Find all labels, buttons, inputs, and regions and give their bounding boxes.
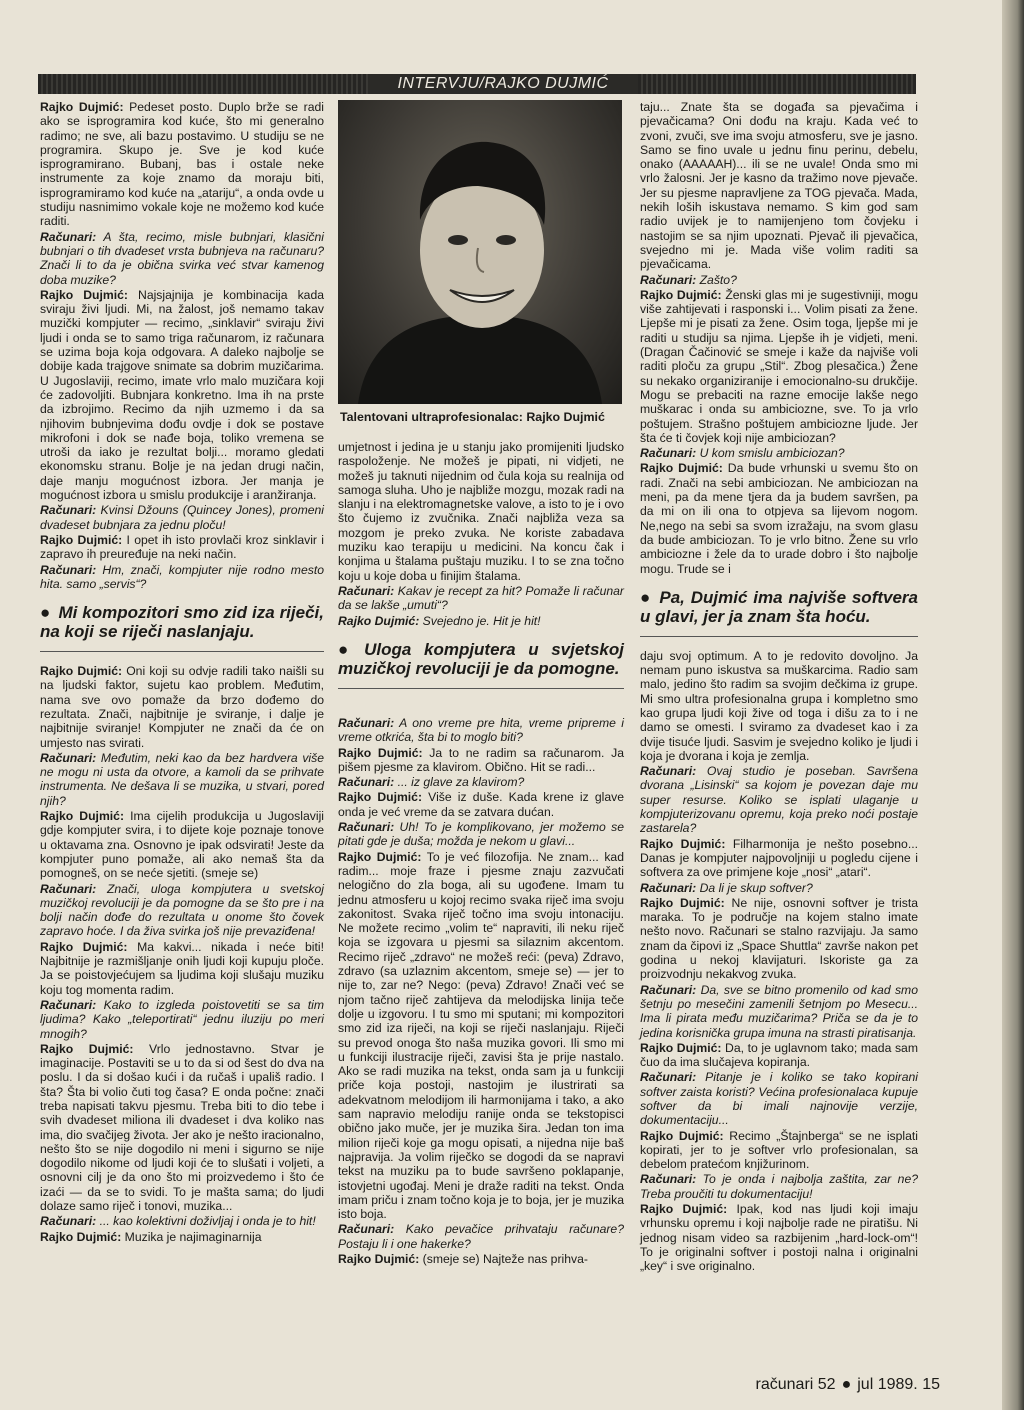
speaker-label: Rajko Dujmić:: [640, 1202, 728, 1217]
paragraph-text: Filharmonija je nešto posebno... Danas je kompjuter najpovoljniji u pogledu cijene i softvera za ove primjene koje „nosi“ „atari“.: [640, 836, 918, 880]
paragraph-text: daju svoj optimum. A to je redovito dovoljno. Ja nemam puno iskustva sa muškarcima. Radio sam malo, jedino što radim sa svojim dečkima iz grupe. Mi smo ultra profesionalna grupa i kompletno smo kao grupa ljudi koji žive od toga i dišu za to i ne damo se omesti. I sviramo za dvadeset kao i za dvije tisuće ljudi. Sasvim je svejedno koliko je ljudi i koja je dvorana i koja je zemlja.: [640, 648, 918, 763]
speaker-label: Računari:: [338, 820, 395, 835]
speaker-label: Rajko Dujmić:: [640, 1040, 722, 1055]
paragraph-text: umjetnost i jedina je u stanju jako promijeniti ljudsko raspoloženje. Ne možeš je pipati, ni vidjeti, ne možeš ju taknuti nijednim od čula koja su realnija od samoga sluha. Uho je najbliže mozgu, mozak radi na slanju i na elektromagnetske valove, a isto to je i ovo što čujemo iz zvučnika. Znači najbliža veza sa mozgom je preko zvuka. Ne koriste zabadava muziku kao terapiju u medicini. Na koncu čak i konjima u štalama puštaju muziku. I to se zna točno koju u koje doba u finijim štalama.: [338, 440, 624, 583]
paragraph-text: ... kao kolektivni doživljaj i onda je to hit!: [96, 1214, 316, 1229]
paragraph-text: Ma kakvi... nikada i neće biti! Najbitnije je razmišljanje onih ljudi koji kupuju ploče. Ja se poistovjećujem sa ljudima koji slušaju muziku koju tog momenta radim.: [40, 939, 324, 997]
answer-paragraph: [338, 746, 624, 775]
column-left: [40, 100, 324, 1320]
paragraph-text: Više iz duše. Kada krene iz glave onda je već vreme da se zatvara dućan.: [338, 790, 624, 819]
paragraph-text: Ženski glas mi je sugestivniji, mogu više zahtijevati i rasponski i... Volim pisati za žene. Ljepše mi je pisati za žene. Osim toga, ljepše mi je raditi u studiju sa njima. Ljepše ih je vidjeti, meni. (Dragan Čačinović se smeje i kaže da najviše voli raditi ploču za grupu „Stil“. Zbog plesačica.) Žene su nekako organiziranije i emocionalno-su drukčije. Mogu se prebaciti na razne emocije lakše nego muškarac i onda su ambiciozne, sve. To ja vrlo poštujem. Strašno poštujem ambiciozne ljude. Jer šta će ti čovjek koji nije ambiciozan?: [640, 287, 918, 445]
question-paragraph: [640, 273, 918, 287]
speaker-label: Računari:: [40, 503, 97, 518]
photo-caption: Talentovani ultraprofesionalac: Rajko Dujmić: [340, 410, 605, 424]
speaker-label: Rajko Dujmić:: [640, 836, 726, 851]
pull-quote: [338, 640, 624, 689]
issue-date: jul 1989.: [857, 1376, 918, 1393]
speaker-label: Računari:: [640, 1070, 697, 1085]
question-paragraph: [338, 820, 624, 849]
speaker-label: Računari:: [40, 881, 97, 896]
answer-paragraph: [338, 850, 624, 1222]
speaker-label: Računari:: [338, 583, 395, 598]
paragraph-text: A ono vreme pre hita, vreme pripreme i vreme otkrića, šta bi to moglo biti?: [338, 716, 624, 745]
speaker-label: Računari:: [40, 1214, 97, 1229]
page-number: 15: [922, 1376, 940, 1393]
speaker-label: Rajko Dujmić:: [40, 1041, 134, 1056]
pull-quote: [40, 603, 324, 652]
answer-paragraph: [40, 1042, 324, 1214]
answer-paragraph: [640, 100, 918, 272]
paragraph-text: Da, sve se bitno promenilo od kad smo šetnju po mesečini zamenili šetnjom po Mesecu... Ima li pirata među muzičarima? Priča se da je to jedina korisnička grupa imuna na strasti piratisanja.: [640, 982, 918, 1040]
answer-paragraph: [640, 461, 918, 575]
paragraph-text: A šta, recimo, misle bubnjari, klasični bubnjari o tih dvadeset vrsta bubnjeva na računaru? Znači li to da je obična svirka već stvar kamenog doba muzike?: [40, 229, 324, 287]
answer-paragraph: [338, 440, 624, 583]
portrait-figure: [338, 100, 622, 404]
answer-paragraph: [640, 1129, 918, 1172]
column-middle: [338, 716, 624, 1316]
question-paragraph: [640, 1172, 918, 1201]
question-paragraph: [40, 882, 324, 939]
answer-paragraph: [40, 1230, 324, 1244]
pull-quote: [640, 588, 918, 637]
paragraph-text: Uh! To je komplikovano, jer možemo se pitati gde je duša; možda je nekom u glavi...: [338, 820, 624, 849]
speaker-label: Rajko Dujmić:: [40, 532, 123, 547]
speaker-label: Rajko Dujmić:: [640, 287, 722, 302]
question-paragraph: [640, 1070, 918, 1127]
answer-paragraph: [40, 940, 324, 997]
answer-paragraph: [640, 1041, 918, 1070]
speaker-label: Rajko Dujmić:: [640, 1128, 724, 1143]
question-paragraph: [338, 1222, 624, 1251]
answer-paragraph: [40, 664, 324, 750]
paragraph-text: Hm, znači, kompjuter nije rodno mesto hita. samo „servis“?: [40, 562, 324, 591]
speaker-label: Računari:: [40, 750, 97, 765]
speaker-label: Računari:: [338, 716, 395, 730]
paragraph-text: Pitanje je i koliko se tako kopirani softver zaista koristi? Većina profesionalaca kupuje softver da bi imali najnovije verzije, dokumentaciju...: [640, 1070, 918, 1128]
bullet-icon: ●: [40, 603, 51, 623]
paragraph-text: Kako to izgleda poistovetiti se sa tim ljudima? Kako „teleportirati“ jednu iluziju po meri mnogih?: [40, 997, 324, 1041]
speaker-label: Rajko Dujmić:: [40, 939, 128, 954]
answer-paragraph: [640, 1202, 918, 1273]
question-paragraph: [40, 230, 324, 287]
paragraph-text: Oni koji su odvje radili tako naišli su na ljudski faktor, sujetu kao problem. Međutim, nama sve ovo pomaže da brzo dođemo do rezultata. Znači, najbitnije je sviranje, i dalje je najbitnije sviranje! Kompjuter ne znači da će on umjesto nas svirati.: [40, 664, 324, 750]
question-paragraph: [40, 503, 324, 532]
paragraph-text: Ipak, kod nas ljudi koji imaju vrhunsku opremu i koji najbolje rade ne piratišu. Ni jednog nisam video sa razbijenim „hard-lock-om“! To je originalni softver i postoji nalna i originalni „key“ i sve originalno.: [640, 1202, 918, 1274]
speaker-label: Rajko Dujmić:: [338, 1251, 420, 1266]
speaker-label: Rajko Dujmić:: [338, 849, 422, 864]
answer-paragraph: [40, 288, 324, 502]
paragraph-text: Zašto?: [696, 272, 737, 287]
bullet-icon: ●: [841, 1376, 852, 1393]
answer-paragraph: [640, 896, 918, 982]
speaker-label: Rajko Dujmić:: [40, 664, 123, 679]
bullet-icon: ●: [640, 587, 652, 607]
speaker-label: Računari:: [40, 229, 97, 244]
pull-quote-text: Mi kompozitori smo zid iza riječi, na koji se riječi naslanjaju.: [40, 603, 324, 642]
paragraph-text: Ovaj studio je poseban. Savršena dvorana „Lisinski“ sa kojom je povezan daje mu super resurse. Koliko se isplati ulaganje u kompjuterizovanu opremu, koja preko noći postaje zastarela?: [640, 764, 918, 836]
paragraph-text: Najsjajnija je kombinacija kada sviraju živi ljudi. Mi, na žalost, još nemamo takav muzički kompjuter — recimo, „sinklavir“ sviraju živi ljudi i onda se to samo triga računarom, iz računara se uzima boja koja odgovara. A daleko najbolje se dobije kada trajgove snimate sa dobrim muzičarima. U Jugoslaviji, recimo, imate vrlo malo muzičara koji će zadovoljiti. Bubnjara konkretno. Ima ih na prste da izbrojimo. Recimo da njih uzmemo i da sa njihovim bubnjevima dođu ovdje i dok se postave mikrofoni i dok se nađe boja, toliko vremena se utroši da iako je rezultat bolji... moramo gledati ekonomsku stranu. Bolje je na jedan drugi način, daje manju mogućnost izbora. Jer manja je mogućnost izbora u smislu produkcije i aranžiranja.: [40, 287, 324, 503]
question-paragraph: [40, 751, 324, 808]
paragraph-text: Svejedno je. Hit je hit!: [419, 613, 541, 628]
paragraph-text: Pedeset posto. Duplo brže se radi ako se isprogramira kod kuće, što mi generalno radimo; ne sve, ali bazu postavimo. U studiju se ne programira. Skupo je. Sve je kod kuće isprogramirano. Bubanj, bas i ostale neke instrumente za koje znamo da moraju biti, isprogramiramo kod kuće na „atariju“, a onda ovde u studiju nasnimimo vokale koje ne možemo kod kuće raditi.: [40, 100, 324, 229]
paragraph-text: Kako pevačice prihvataju računare? Postaju li i one hakerke?: [338, 1222, 624, 1251]
pull-quote-text: Uloga kompjutera u svjetskoj muzičkoj revoluciji je da pomogne.: [338, 639, 624, 678]
paragraph-text: To je već filozofija. Ne znam... kad radim... moje fraze i pjesme znaju zazvučati nelogično do zla boga, ali su ugođene. Imam tu jednu atmosferu u kojoj recimo svaka riječ ima svoju zakonitost. Svaka riječ točno ima svoju intonaciju. Ne možete recimo „volim te“ napraviti, ili neku riječ koja se izgovara u pjesmi sa silaznim akcentom. Recimo riječ „zdravo“ ne možeš reći: (peva) Zdravo, zdravo (sa uzlaznim akcentom, smeje se) — jer to nije to, zar ne? Nego: (peva) Zdravo! Znači već se njom tačno riječ zahtijeva da melodijska linija teče dolje u izgovoru. I tu smo mi sputani; mi kompozitori smo zid iza riječi, na koji se riječi naslanjaju. Riječi su prevod onoga što naša muzika govori. Ili smo mi u funkciji ilustracije riječi, zavisi šta je prije nastalo. Ako se radi muzika na tekst, onda sam ja u funkciji priče koja postoji, nastojim je ilustrirati sa adekvatnom melodijom ili harmonijama i tako, a ako sam napravio melodiju ranije onda se tekstopisci obično jako muče, jer je muzika šira. Jedan ton ima milion riječi koje ga mogu opisati, a nijedna nije baš najpravija. Ja volim riječko se dogodi da se napravi tekst na muziku pa to bude savršeno poklapanje, istovjetni ugođaj. Meni je draže raditi na tekst. Onda imam priču i znam točno koja je to boja, jer je muzika isto boja.: [338, 849, 624, 1222]
speaker-label: Računari:: [640, 272, 697, 287]
paragraph-text: (smeje se) Najteže nas prihva-: [419, 1251, 588, 1266]
answer-paragraph: [640, 649, 918, 763]
answer-paragraph: [40, 533, 324, 562]
section-title: INTERVJU/RAJKO DUJMIĆ: [368, 74, 638, 94]
speaker-label: Računari:: [640, 446, 697, 461]
paragraph-text: U kom smislu ambiciozan?: [696, 446, 845, 461]
paragraph-text: Ja to ne radim sa računarom. Ja pišem pjesme za klavirom. Obično. Hit se radi...: [338, 745, 624, 774]
column-middle-top: [338, 440, 624, 678]
question-paragraph: [40, 1214, 324, 1228]
speaker-label: Računari:: [640, 764, 697, 779]
speaker-label: Rajko Dujmić:: [40, 287, 128, 302]
speaker-label: Rajko Dujmić:: [338, 745, 423, 760]
bullet-icon: ●: [338, 639, 357, 659]
speaker-label: Računari:: [40, 997, 97, 1012]
speaker-label: Rajko Dujmić:: [640, 895, 725, 910]
speaker-label: Računari:: [338, 1222, 395, 1237]
paragraph-text: taju... Znate šta se događa sa pjevačima i pjevačicama? Oni dođu na kraju. Kada već to zvoni, zvuči, sve ima svoju atmosferu, sve je jasno. Samo se fino uvale u jednu finu perinu, debelu, onako (AAAAAH)... ili se ne uvale! Onda smo mi vrlo žalosni. Jer je kasno da tražimo nove pjevače. Jer su pjesme napravljene za TOG pjevača. Mada, nekih loših iskustava nemamo. S kim god sam radio uvijek je to namijenjeno tom čovjeku i nastojim se sa njim upoznati. Pjevač ili pjevačica, svejedno mi je. Mada više volim raditi sa pjevačicama.: [640, 100, 918, 272]
page-footer: [700, 1376, 940, 1394]
speaker-label: Rajko Dujmić:: [338, 613, 420, 628]
question-paragraph: [338, 775, 624, 789]
question-paragraph: [338, 614, 624, 628]
paragraph-text: Znači, uloga kompjutera u svetskoj muzičkoj revoluciji je da pomogne da se što pre i na bolji način dođe do rezultata u onome što čovek zapravo hoće. I da živa svirka još nije prevaziđena!: [40, 881, 324, 939]
question-paragraph: [338, 716, 624, 745]
answer-paragraph: [640, 837, 918, 880]
answer-paragraph: [640, 288, 918, 445]
pull-quote-text: Pa, Dujmić ima najviše softvera u glavi, jer ja znam šta hoću.: [640, 587, 918, 626]
speaker-label: Rajko Dujmić:: [40, 1229, 122, 1244]
speaker-label: Računari:: [40, 562, 97, 577]
paragraph-text: Kvinsi Džouns (Quincey Jones), promeni dvadeset bubnjara za jednu ploču!: [40, 503, 324, 532]
paragraph-text: Ima cijelih produkcija u Jugoslaviji gdje kompjuter svira, i to dijete koje poznaje tonove u oktavama zna. Osnovno je ipak odsvirati! Jeste da kompjuter puno pomaže, ali ako nemaš šta da pomogneš, on se neće sjetiti. (smeje se): [40, 809, 324, 881]
question-paragraph: [640, 983, 918, 1040]
column-right: [640, 100, 918, 1318]
question-paragraph: [640, 446, 918, 460]
speaker-label: Rajko Dujmić:: [40, 100, 124, 114]
speaker-label: Računari:: [640, 1172, 697, 1187]
paragraph-text: Međutim, neki kao da bez hardvera više ne mogu ni usta da otvore, a kamoli da se prihvate instrumenta. Ne dešava li se muzika, u stvari, pored njih?: [40, 750, 324, 808]
answer-paragraph: [40, 100, 324, 229]
section-header-bar: [38, 74, 916, 94]
answer-paragraph: [338, 1252, 624, 1266]
speaker-label: Računari:: [640, 982, 697, 997]
speaker-label: Rajko Dujmić:: [640, 461, 723, 476]
paragraph-text: Kakav je recept za hit? Pomaže li računar da se lakše „umuti“?: [338, 583, 624, 613]
paragraph-text: I opet ih isto provlači kroz sinklavir i zapravo ih preuređuje na neki način.: [40, 532, 324, 562]
question-paragraph: [40, 998, 324, 1041]
answer-paragraph: [40, 809, 324, 880]
paragraph-text: To je onda i najbolja zaštita, zar ne? Treba proučiti tu dokumentaciju!: [640, 1172, 918, 1201]
portrait-photo: [338, 100, 622, 404]
paragraph-text: Ne nije, osnovni softver je trista maraka. To je područje na kojem stalno imate nešto novo. Računari se stalno razvijaju. Ja samo znam da čipovi iz „Space Shuttla“ završe nakon pet godina u nekoj klavijaturi. Iskoriste ga za proizvodnju nekakvog zvuka.: [640, 895, 918, 982]
page-edge-shadow: [1002, 0, 1024, 1410]
question-paragraph: [640, 764, 918, 835]
speaker-label: Računari:: [640, 880, 697, 895]
speaker-label: Rajko Dujmić:: [40, 809, 125, 824]
magazine-name: računari 52: [755, 1376, 836, 1393]
speaker-label: Računari:: [338, 775, 395, 790]
paragraph-text: ... iz glave za klavirom?: [394, 775, 525, 790]
question-paragraph: [338, 584, 624, 613]
paragraph-text: Recimo „Štajnberga“ se ne isplati kopirati, jer to je softver vrlo profesionalan, sa debelom pratećom knjižurinom.: [640, 1128, 918, 1172]
question-paragraph: [40, 563, 324, 592]
paragraph-text: Da li je skup softver?: [696, 880, 813, 895]
paragraph-text: Muzika je najimaginarnija: [121, 1229, 262, 1244]
speaker-label: Rajko Dujmić:: [338, 790, 423, 805]
paragraph-text: Da bude vrhunski u svemu što on radi. Znači na sebi ambiciozan. Ne ambiciozan na meni, pa da mene tjera da ja budem savršen, pa da mi on ili ona to otpjeva sa lijevom nogom. Ne,nego na sebi sa svom izražaju, na svom glasu da bude ambiciozan. To je vrlo bitno. Žene su vrlo ambiciozne i žele da to urade dobro i što najbolje mogu. Trude se i: [640, 461, 918, 576]
question-paragraph: [640, 881, 918, 895]
paragraph-text: Da, to je uglavnom tako; mada sam čuo da ima slučajeva kopiranja.: [640, 1040, 918, 1070]
answer-paragraph: [338, 790, 624, 819]
paragraph-text: Vrlo jednostavno. Stvar je imaginacije. Postaviti se u to da si od šest do dva na poslu. I da si došao kući i da ručaš i upališ radio. I šta? Šta bi volio čuti tog časa? E onda počne: znači treba napisati takvu pjesmu. Treba biti to dio tebe i svih dvadeset miliona ili dvadeset i dva koliko nas ima, dio svačijeg života. Jer ako je nešto iracionalno, nešto što se nije dogodilo ni meni i sigurno se nije dogodilo nikome od ljudi koji će to slušati i voljeti, a osnovni cilj je da ono što mi proizvedemo i što će izaći — da se to svidi. To je mašta sama; do ljudi dolaze samo riječ i tonovi, muzika...: [40, 1041, 324, 1214]
